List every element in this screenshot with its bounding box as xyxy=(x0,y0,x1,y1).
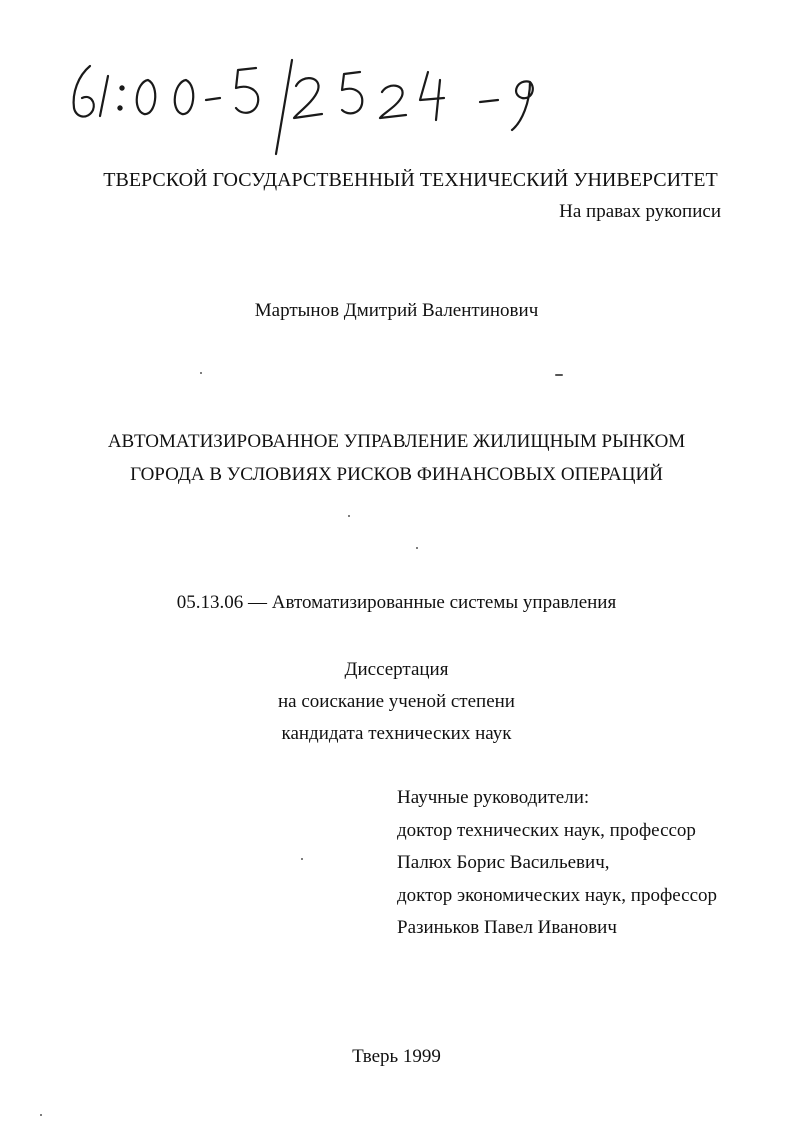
handwritten-archive-code-drawing xyxy=(60,58,560,168)
dissertation-title xyxy=(0,425,793,491)
advisor-line: доктор технических наук, профессор xyxy=(397,819,696,841)
degree-line: на соискание ученой степени xyxy=(278,691,515,712)
author-name: Мартынов Дмитрий Валентинович xyxy=(254,300,539,321)
specialty-code: 05.13.06 — Автоматизированные системы управления xyxy=(176,592,617,613)
scan-speck xyxy=(555,374,563,376)
scan-speck xyxy=(301,858,303,860)
university-name: ТВЕРСКОЙ ГОСУДАРСТВЕННЫЙ ТЕХНИЧЕСКИЙ УНИВЕРСИТЕТ xyxy=(103,169,718,191)
city-and-year: Тверь 1999 xyxy=(352,1046,441,1067)
scan-speck xyxy=(40,1114,42,1116)
degree-statement xyxy=(0,654,793,750)
scientific-advisors xyxy=(397,782,717,945)
scan-speck xyxy=(200,372,202,374)
scan-speck xyxy=(416,547,418,549)
title-line: ГОРОДА В УСЛОВИЯХ РИСКОВ ФИНАНСОВЫХ ОПЕРАЦИЙ xyxy=(130,464,663,485)
manuscript-rights-note: На правах рукописи xyxy=(559,201,721,222)
title-line: АВТОМАТИЗИРОВАННОЕ УПРАВЛЕНИЕ ЖИЛИЩНЫМ РЫНКОМ xyxy=(107,431,686,452)
handwritten-archive-code xyxy=(60,58,560,168)
advisor-line: доктор экономических наук, профессор xyxy=(397,884,718,906)
advisor-line: Разиньков Павел Иванович xyxy=(397,917,617,938)
degree-line: Диссертация xyxy=(344,659,449,680)
scan-speck xyxy=(348,515,350,517)
degree-line: кандидата технических наук xyxy=(281,723,512,744)
advisors-heading: Научные руководители: xyxy=(397,787,590,808)
advisor-line: Палюх Борис Васильевич, xyxy=(397,852,610,873)
